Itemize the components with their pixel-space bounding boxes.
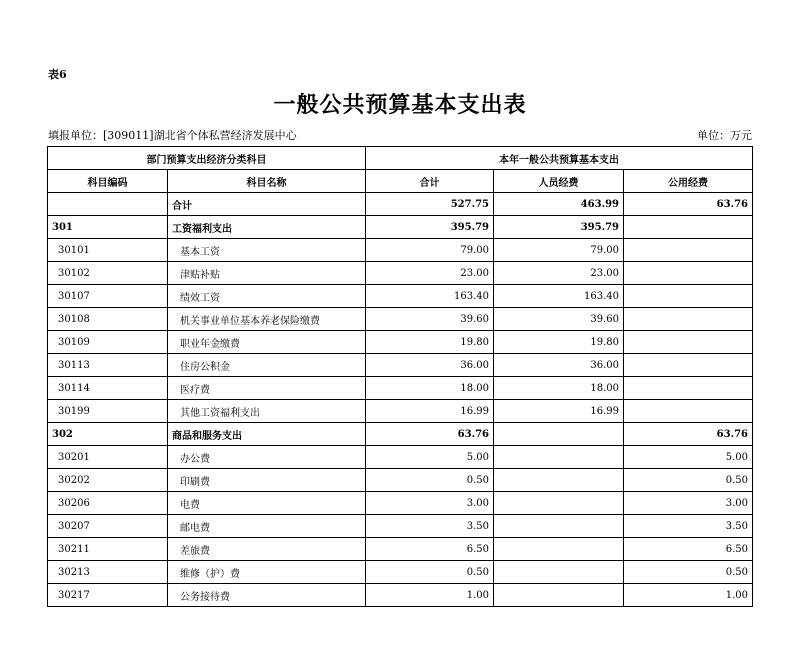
- cell-total: 163.40: [366, 285, 494, 308]
- cell-name: 其他工资福利支出: [168, 400, 366, 423]
- cell-code: 30109: [48, 331, 168, 354]
- cell-personnel: [494, 561, 624, 584]
- cell-public: [624, 354, 753, 377]
- cell-name: 工资福利支出: [168, 216, 366, 239]
- col-header-total: 合计: [366, 170, 494, 193]
- cell-personnel: 16.99: [494, 400, 624, 423]
- table-row: [48, 400, 753, 423]
- cell-public: [624, 285, 753, 308]
- cell-code: [48, 193, 168, 216]
- cell-personnel: 18.00: [494, 377, 624, 400]
- cell-total: 3.50: [366, 515, 494, 538]
- cell-name: 机关事业单位基本养老保险缴费: [168, 308, 366, 331]
- cell-total: 19.80: [366, 331, 494, 354]
- cell-code: 30102: [48, 262, 168, 285]
- cell-name: 差旅费: [168, 538, 366, 561]
- cell-code: 30199: [48, 400, 168, 423]
- table-row: [48, 377, 753, 400]
- cell-personnel: [494, 515, 624, 538]
- cell-code: 30207: [48, 515, 168, 538]
- cell-code: 30107: [48, 285, 168, 308]
- cell-public: 0.50: [624, 561, 753, 584]
- table-row: [48, 354, 753, 377]
- cell-personnel: [494, 469, 624, 492]
- cell-name: 公务接待费: [168, 584, 366, 607]
- cell-total: 5.00: [366, 446, 494, 469]
- cell-public: [624, 216, 753, 239]
- cell-personnel: 463.99: [494, 193, 624, 216]
- cell-public: [624, 400, 753, 423]
- cell-code: 30108: [48, 308, 168, 331]
- cell-total: 63.76: [366, 423, 494, 446]
- table-row: [48, 515, 753, 538]
- cell-personnel: 23.00: [494, 262, 624, 285]
- table-row: [48, 285, 753, 308]
- col-header-public: 公用经费: [624, 170, 753, 193]
- cell-total: 0.50: [366, 469, 494, 492]
- cell-total: 18.00: [366, 377, 494, 400]
- table-row: [48, 492, 753, 515]
- cell-name: 基本工资: [168, 239, 366, 262]
- table-row: [48, 584, 753, 607]
- cell-personnel: 395.79: [494, 216, 624, 239]
- table-row: [48, 216, 753, 239]
- cell-personnel: [494, 584, 624, 607]
- col-header-code: 科目编码: [48, 170, 168, 193]
- cell-public: [624, 377, 753, 400]
- cell-personnel: 39.60: [494, 308, 624, 331]
- cell-total: 39.60: [366, 308, 494, 331]
- cell-name: 住房公积金: [168, 354, 366, 377]
- cell-code: 30206: [48, 492, 168, 515]
- cell-code: 30113: [48, 354, 168, 377]
- cell-public: 0.50: [624, 469, 753, 492]
- cell-personnel: 163.40: [494, 285, 624, 308]
- cell-total: 3.00: [366, 492, 494, 515]
- cell-public: 6.50: [624, 538, 753, 561]
- table-row: [48, 446, 753, 469]
- column-header-row: [48, 170, 753, 193]
- cell-total: 16.99: [366, 400, 494, 423]
- cell-public: 1.00: [624, 584, 753, 607]
- cell-code: 302: [48, 423, 168, 446]
- table-row: [48, 308, 753, 331]
- table-row: [48, 193, 753, 216]
- cell-total: 23.00: [366, 262, 494, 285]
- budget-table: [47, 146, 753, 607]
- cell-name: 印刷费: [168, 469, 366, 492]
- table-body: [48, 193, 753, 607]
- cell-name: 维修（护）费: [168, 561, 366, 584]
- cell-name: 电费: [168, 492, 366, 515]
- cell-total: 395.79: [366, 216, 494, 239]
- cell-name: 绩效工资: [168, 285, 366, 308]
- cell-personnel: 36.00: [494, 354, 624, 377]
- cell-public: [624, 239, 753, 262]
- reporting-unit: 填报单位：[309011]湖北省个体私营经济发展中心: [48, 129, 297, 142]
- table-row: [48, 331, 753, 354]
- cell-name: 邮电费: [168, 515, 366, 538]
- cell-code: 30202: [48, 469, 168, 492]
- cell-name: 医疗费: [168, 377, 366, 400]
- table-row: [48, 423, 753, 446]
- table-row: [48, 262, 753, 285]
- cell-code: 30201: [48, 446, 168, 469]
- cell-code: 30101: [48, 239, 168, 262]
- cell-code: 30211: [48, 538, 168, 561]
- cell-personnel: [494, 446, 624, 469]
- cell-public: 3.00: [624, 492, 753, 515]
- cell-personnel: 79.00: [494, 239, 624, 262]
- cell-name: 合计: [168, 193, 366, 216]
- page-title: 一般公共预算基本支出表: [273, 92, 527, 118]
- cell-public: 63.76: [624, 193, 753, 216]
- cell-public: 63.76: [624, 423, 753, 446]
- group-header-left: 部门预算支出经济分类科目: [48, 147, 366, 170]
- group-header-right: 本年一般公共预算基本支出: [366, 147, 753, 170]
- cell-name: 职业年金缴费: [168, 331, 366, 354]
- cell-public: [624, 262, 753, 285]
- table-row: [48, 469, 753, 492]
- table-row: [48, 538, 753, 561]
- cell-total: 6.50: [366, 538, 494, 561]
- cell-public: 5.00: [624, 446, 753, 469]
- table-row: [48, 239, 753, 262]
- cell-total: 527.75: [366, 193, 494, 216]
- cell-public: [624, 308, 753, 331]
- cell-public: [624, 331, 753, 354]
- cell-name: 津贴补贴: [168, 262, 366, 285]
- cell-personnel: [494, 492, 624, 515]
- cell-code: 30213: [48, 561, 168, 584]
- cell-code: 30217: [48, 584, 168, 607]
- table-row: [48, 561, 753, 584]
- table-number: 表6: [48, 68, 67, 81]
- currency-unit: 单位：万元: [697, 129, 752, 142]
- cell-name: 商品和服务支出: [168, 423, 366, 446]
- cell-total: 0.50: [366, 561, 494, 584]
- cell-personnel: [494, 423, 624, 446]
- cell-total: 36.00: [366, 354, 494, 377]
- col-header-name: 科目名称: [168, 170, 366, 193]
- cell-code: 301: [48, 216, 168, 239]
- col-header-personnel: 人员经费: [494, 170, 624, 193]
- cell-public: 3.50: [624, 515, 753, 538]
- cell-personnel: [494, 538, 624, 561]
- cell-name: 办公费: [168, 446, 366, 469]
- cell-total: 1.00: [366, 584, 494, 607]
- cell-total: 79.00: [366, 239, 494, 262]
- group-header-row: [48, 147, 753, 170]
- cell-personnel: 19.80: [494, 331, 624, 354]
- cell-code: 30114: [48, 377, 168, 400]
